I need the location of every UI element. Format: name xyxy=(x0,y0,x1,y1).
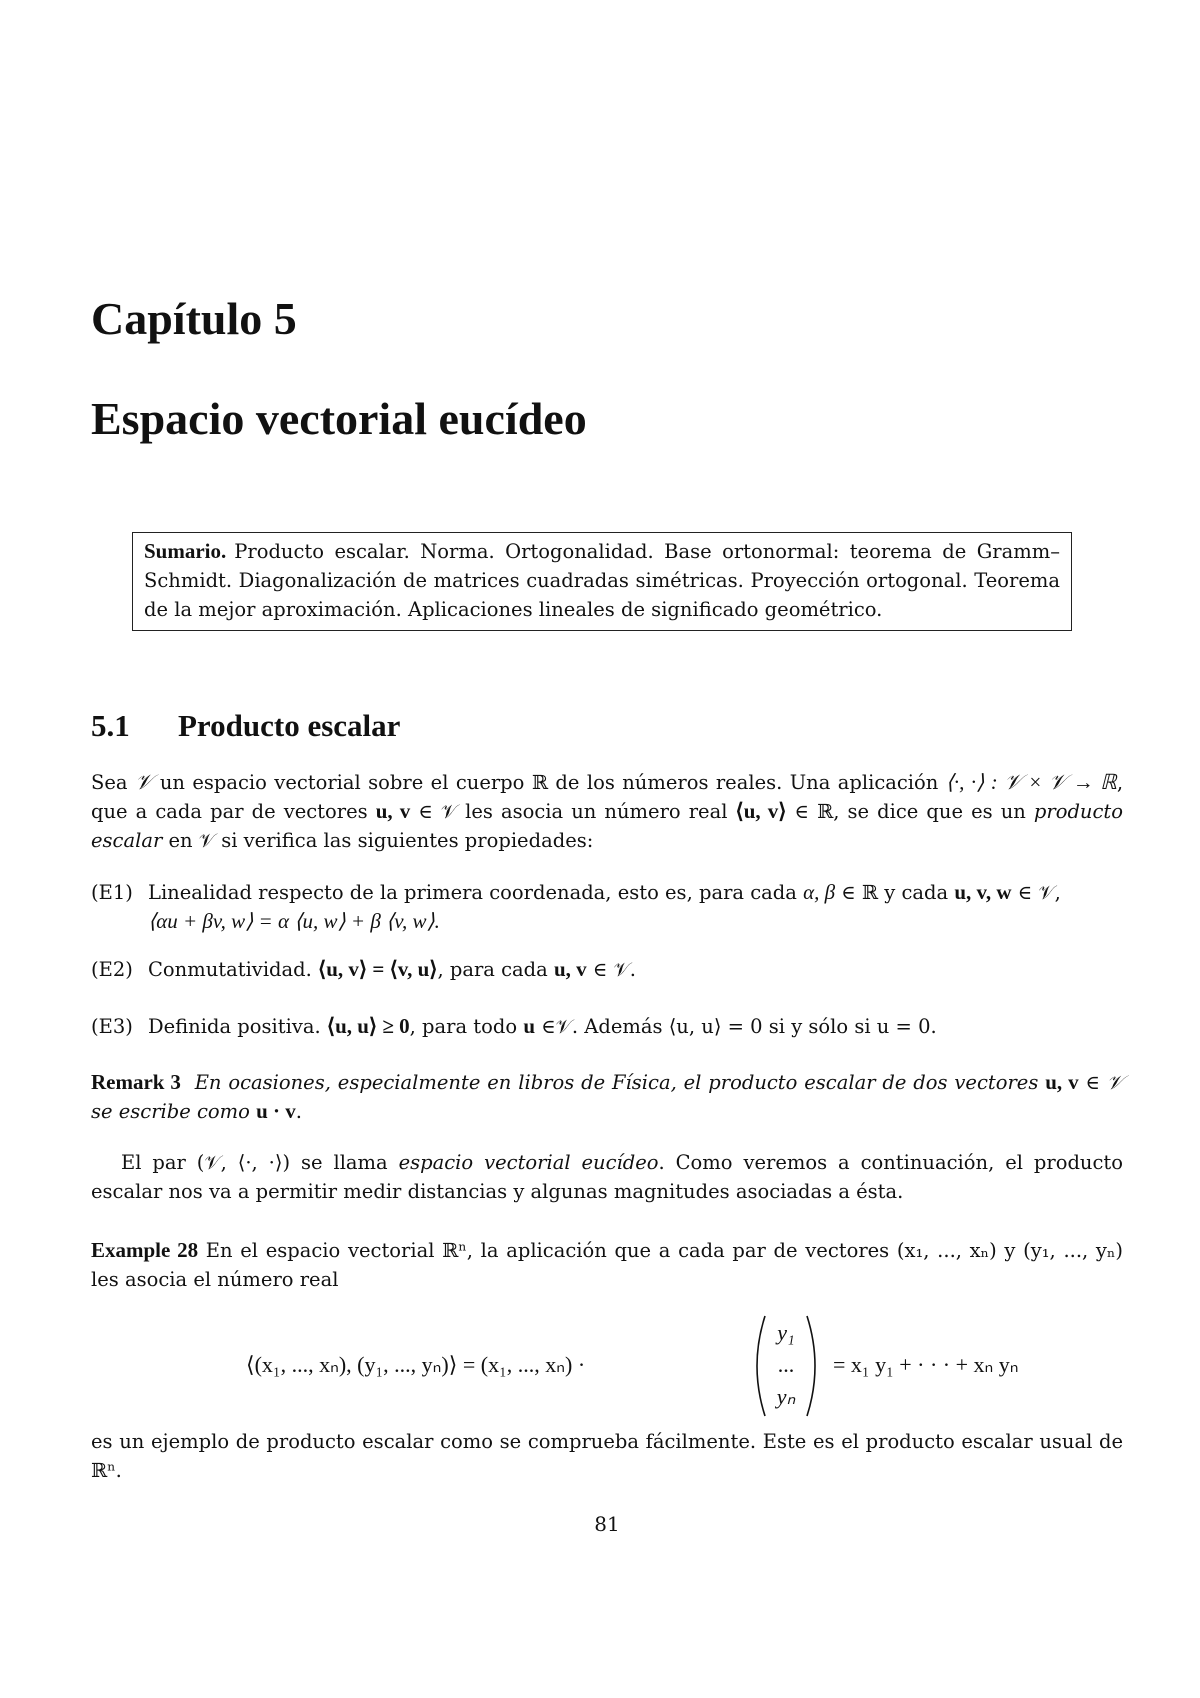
example-text: En el espacio vectorial ℝⁿ, la aplicación que a cada par de vectores (x₁, ..., xₙ) y (y₁, ..., yₙ) les asocia el número real xyxy=(91,1239,1123,1291)
summary-box xyxy=(132,532,1072,631)
remark-text: . xyxy=(295,1100,302,1123)
property-item xyxy=(91,955,1123,984)
property-tag: (E3) xyxy=(91,1015,133,1038)
property-formula: ⟨αu + βv, w⟩ = α ⟨u, w⟩ + β ⟨v, w⟩. xyxy=(148,909,440,933)
math-vectors: u, v xyxy=(554,957,587,981)
intro-text: , que a cada par de vectores xyxy=(91,771,1124,823)
defined-term: espacio vectorial eucídeo xyxy=(398,1151,659,1174)
paragraph xyxy=(91,1148,1123,1206)
chapter-title: Espacio vectorial eucídeo xyxy=(91,393,587,444)
property-item xyxy=(91,878,1123,936)
display-formula xyxy=(91,1312,1123,1420)
section-title: Producto escalar xyxy=(178,708,401,743)
vector-entry: yₙ xyxy=(776,1384,796,1409)
page-number: 81 xyxy=(594,1512,620,1536)
property-text: Conmutatividad. xyxy=(148,958,319,981)
property-text: , para cada xyxy=(437,958,554,981)
property-tag: (E1) xyxy=(91,881,133,904)
intro-text: en 𝒱 si verifica las siguientes propiedades: xyxy=(162,829,594,852)
vector-entry: ... xyxy=(777,1352,795,1377)
math-vectors: u xyxy=(523,1014,535,1038)
example-block xyxy=(91,1236,1123,1294)
section-heading xyxy=(91,708,400,744)
math-expression: ⟨u, u⟩ ≥ 0 xyxy=(326,1014,410,1038)
property-tag: (E2) xyxy=(91,958,133,981)
summary-label: Sumario. xyxy=(144,539,227,563)
math-expression: ⟨·, ·⟩ : 𝒱 × 𝒱 → ℝ xyxy=(945,770,1117,794)
intro-paragraph xyxy=(91,768,1123,855)
intro-text: de los números reales. Una aplicación xyxy=(548,771,946,794)
property-text: ∈ ℝ y cada xyxy=(835,881,955,904)
vector-entry: y₁ xyxy=(777,1320,795,1345)
property-item xyxy=(91,1012,1123,1041)
chapter-label: Capítulo 5 xyxy=(91,293,297,344)
intro-text: Sea xyxy=(91,771,135,794)
property-text: ∈ 𝒱. xyxy=(586,958,636,981)
math-expression: α, β xyxy=(803,880,836,904)
column-vector xyxy=(751,1312,821,1420)
intro-text: ∈ ℝ, se dice que es un xyxy=(786,800,1034,823)
intro-text: ∈ 𝒱 les asocia un número real xyxy=(410,800,736,823)
remark-block xyxy=(91,1068,1123,1126)
math-symbol: 𝒱 xyxy=(134,770,153,794)
remark-text: En ocasiones, especialmente en libros de Física, el producto escalar de dos vectores xyxy=(194,1071,1046,1094)
math-vectors: u, v xyxy=(1045,1070,1079,1094)
math-vectors: u, v xyxy=(375,799,411,823)
closing-paragraph: es un ejemplo de producto escalar como se comprueba fácilmente. Este es el producto escalar usual de ℝⁿ. xyxy=(91,1430,1123,1482)
math-expression: u · v xyxy=(256,1099,296,1123)
formula-left: ⟨(x₁, ..., xₙ), (y₁, ..., yₙ)⟩ = (x₁, ..., xₙ) · xyxy=(246,1352,586,1377)
defined-term: producto escalar xyxy=(91,800,1123,852)
paragraph-text: . Como veremos a continuación, el producto escalar nos va a permitir medir distancias y algunas magnitudes asociadas a ésta. xyxy=(91,1151,1123,1203)
property-text: ∈ 𝒱, xyxy=(1011,881,1061,904)
remark-text: ∈ 𝒱 se escribe como xyxy=(91,1071,1124,1123)
property-text: , para todo xyxy=(409,1015,524,1038)
intro-text: un espacio vectorial sobre el cuerpo xyxy=(152,771,532,794)
section-number: 5.1 xyxy=(91,708,130,743)
math-symbol: ℝ xyxy=(531,771,549,794)
summary-text: Producto escalar. Norma. Ortogonalidad. Base ortonormal: teorema de Gramm–Schmidt. Diagonalización de matrices cuadradas simétricas. Proyección ortogonal. Teorema de la mejor aproximación. Aplicaciones lineales de significado geométrico. xyxy=(144,540,1060,621)
math-expression: ⟨u, v⟩ xyxy=(735,799,787,823)
math-vectors: u, v, w xyxy=(954,880,1012,904)
property-text: Definida positiva. xyxy=(148,1015,327,1038)
remark-label: Remark 3 xyxy=(91,1070,181,1094)
formula-right: = x₁ y₁ + · · · + xₙ yₙ xyxy=(833,1352,1019,1377)
paragraph-text: El par (𝒱, ⟨·, ·⟩) se llama xyxy=(121,1151,399,1174)
property-text: Linealidad respecto de la primera coordenada, esto es, para cada xyxy=(148,881,804,904)
math-expression: ⟨u, v⟩ = ⟨v, u⟩ xyxy=(318,957,438,981)
property-text: ∈𝒱. Además ⟨u, u⟩ = 0 si y sólo si u = 0. xyxy=(535,1015,937,1038)
example-label: Example 28 xyxy=(91,1238,199,1262)
